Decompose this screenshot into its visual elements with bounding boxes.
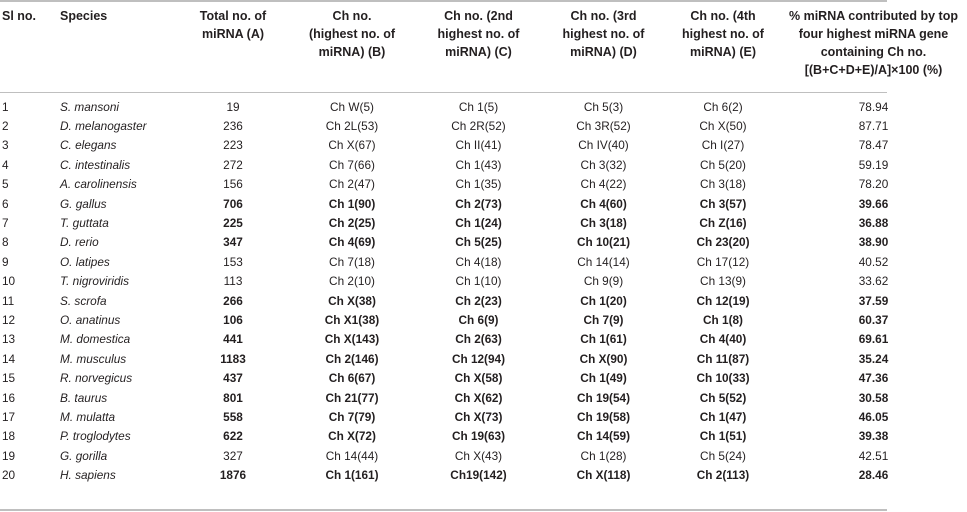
cell-total: 437 — [223, 371, 243, 386]
cell-ch-b: Ch 2(146) — [325, 351, 379, 366]
cell-total: 441 — [223, 332, 243, 347]
cell-ch-c: Ch 1(35) — [455, 177, 502, 192]
cell-sl-no: 2 — [2, 119, 9, 134]
cell-ch-e: Ch 3(57) — [699, 196, 747, 211]
cell-ch-d: Ch 10(21) — [576, 235, 631, 250]
table-row — [0, 368, 967, 387]
cell-ch-b: Ch 7(18) — [329, 254, 375, 269]
cell-total: 558 — [223, 409, 243, 424]
cell-ch-b: Ch 6(67) — [328, 371, 376, 386]
cell-species: C. elegans — [60, 138, 117, 153]
cell-ch-e: Ch 13(9) — [700, 274, 746, 289]
cell-total: 113 — [223, 274, 243, 289]
table-row — [0, 194, 967, 213]
cell-species: O. anatinus — [60, 312, 121, 327]
cell-ch-e: Ch 5(52) — [699, 390, 747, 405]
cell-ch-b: Ch 1(161) — [325, 468, 379, 483]
cell-sl-no: 7 — [2, 216, 9, 231]
cell-ch-b: Ch 2(25) — [328, 216, 376, 231]
header-sl-no: Sl no. — [2, 9, 37, 23]
cell-ch-e: Ch 10(33) — [696, 371, 750, 386]
cell-sl-no: 19 — [2, 448, 16, 463]
header-ch-e: Ch no. (4th highest no. of miRNA) (E) — [682, 9, 764, 59]
cell-total: 225 — [223, 216, 243, 231]
header-total: Total no. of miRNA (A) — [199, 9, 267, 41]
cell-sl-no: 3 — [2, 138, 9, 153]
cell-ch-b: Ch 14(44) — [325, 448, 379, 463]
cell-ch-c: Ch X(43) — [454, 448, 503, 463]
table-row — [0, 116, 967, 135]
cell-species: O. latipes — [60, 254, 110, 269]
cell-ch-e: Ch 6(2) — [703, 99, 743, 114]
cell-percent: 39.66 — [858, 196, 889, 211]
table-row — [0, 446, 967, 465]
table-row — [0, 233, 967, 252]
cell-ch-b: Ch 21(77) — [325, 390, 379, 405]
cell-ch-d: Ch 4(22) — [580, 177, 627, 192]
cell-ch-e: Ch 5(24) — [700, 448, 746, 463]
cell-percent: 42.51 — [858, 448, 889, 463]
header-ch-b: Ch no. (highest no. of miRNA) (B) — [308, 9, 396, 59]
cell-ch-b: Ch W(5) — [330, 99, 374, 114]
cell-ch-e: Ch 1(51) — [699, 429, 747, 444]
cell-percent: 78.20 — [858, 177, 889, 192]
cell-total: 1183 — [220, 351, 246, 366]
cell-ch-d: Ch X(118) — [576, 468, 631, 483]
cell-species: D. rerio — [60, 235, 99, 250]
cell-ch-c: Ch X(73) — [454, 409, 503, 424]
cell-ch-b: Ch X(143) — [324, 332, 380, 347]
cell-ch-c: Ch X(62) — [454, 390, 503, 405]
cell-ch-e: Ch 3(18) — [700, 177, 746, 192]
cell-percent: 35.24 — [858, 351, 889, 366]
cell-ch-d: Ch 19(58) — [576, 409, 631, 424]
table-row — [0, 252, 967, 271]
cell-percent: 46.05 — [858, 409, 889, 424]
cell-percent: 40.52 — [858, 254, 889, 269]
cell-ch-c: Ch X(58) — [454, 371, 503, 386]
cell-species: S. scrofa — [60, 293, 107, 308]
cell-ch-d: Ch 7(9) — [583, 312, 624, 327]
cell-sl-no: 18 — [2, 429, 16, 444]
cell-ch-e: Ch X(50) — [699, 119, 747, 134]
cell-ch-d: Ch 5(3) — [583, 99, 624, 114]
cell-ch-e: Ch I(27) — [701, 138, 745, 153]
cell-sl-no: 8 — [2, 235, 9, 250]
cell-ch-e: Ch 4(40) — [699, 332, 747, 347]
cell-species: S. mansoni — [60, 99, 120, 114]
cell-percent: 28.46 — [858, 468, 889, 483]
cell-ch-e: Ch 1(47) — [699, 409, 747, 424]
cell-species: R. norvegicus — [60, 371, 133, 386]
table-row — [0, 427, 967, 446]
cell-percent: 38.90 — [858, 235, 889, 250]
cell-ch-c: Ch 5(25) — [455, 235, 502, 250]
cell-percent: 30.58 — [858, 390, 889, 405]
cell-ch-d: Ch 1(61) — [580, 332, 627, 347]
cell-sl-no: 10 — [2, 274, 16, 289]
cell-sl-no: 5 — [2, 177, 9, 192]
cell-ch-d: Ch 14(59) — [576, 429, 631, 444]
cell-ch-e: Ch 23(20) — [696, 235, 750, 250]
table-row — [0, 175, 967, 194]
cell-species: A. carolinensis — [60, 177, 137, 192]
table-row — [0, 155, 967, 174]
cell-ch-e: Ch 17(12) — [696, 254, 750, 269]
cell-ch-c: Ch 2R(52) — [451, 119, 506, 134]
cell-ch-b: Ch X(38) — [328, 293, 376, 308]
cell-percent: 78.47 — [858, 138, 889, 153]
cell-total: 223 — [223, 138, 243, 153]
cell-ch-c: Ch 4(18) — [455, 254, 502, 269]
cell-sl-no: 13 — [2, 332, 16, 347]
table-row — [0, 272, 967, 291]
cell-ch-d: Ch 9(9) — [583, 274, 624, 289]
cell-ch-c: Ch 1(10) — [455, 274, 502, 289]
cell-ch-d: Ch 4(60) — [580, 196, 627, 211]
cell-ch-c: Ch 2(23) — [455, 293, 502, 308]
cell-ch-e: Ch Z(16) — [699, 216, 747, 231]
cell-ch-c: Ch II(41) — [455, 138, 502, 153]
cell-ch-c: Ch 1(24) — [455, 216, 502, 231]
cell-ch-b: Ch X(72) — [328, 429, 376, 444]
cell-ch-c: Ch19(142) — [450, 468, 507, 483]
cell-ch-d: Ch 19(54) — [576, 390, 631, 405]
cell-ch-c: Ch 1(5) — [458, 99, 499, 114]
cell-total: 272 — [223, 157, 243, 172]
cell-species: D. melanogaster — [60, 119, 147, 134]
cell-species: G. gallus — [60, 196, 107, 211]
table-row — [0, 213, 967, 232]
table-row — [0, 310, 967, 329]
cell-total: 1876 — [219, 468, 247, 483]
header-percent: % miRNA contributed by top four highest miRNA gene containing Ch no. [(B+C+D+E)/A]×100 (%) — [789, 9, 958, 77]
cell-ch-e: Ch 2(113) — [696, 468, 750, 483]
table-row — [0, 136, 967, 155]
cell-ch-d: Ch 3(18) — [580, 216, 627, 231]
cell-species: H. sapiens — [60, 468, 116, 483]
cell-sl-no: 6 — [2, 196, 9, 211]
cell-species: T. guttata — [60, 216, 109, 231]
table-bottom-rule — [0, 509, 887, 511]
cell-ch-c: Ch 1(43) — [455, 157, 502, 172]
cell-total: 156 — [223, 177, 243, 192]
cell-total: 622 — [223, 429, 243, 444]
cell-ch-b: Ch 2(10) — [329, 274, 375, 289]
cell-ch-d: Ch 3R(52) — [576, 119, 631, 134]
cell-total: 327 — [223, 448, 243, 463]
cell-total: 19 — [226, 99, 240, 114]
table-row — [0, 407, 967, 426]
table-row — [0, 349, 967, 368]
table-row — [0, 465, 967, 484]
cell-total: 153 — [223, 254, 243, 269]
cell-sl-no: 17 — [2, 409, 16, 424]
header-ch-c: Ch no. (2nd highest no. of miRNA) (C) — [437, 9, 520, 59]
cell-ch-b: Ch 7(66) — [329, 157, 375, 172]
cell-sl-no: 20 — [2, 468, 16, 483]
cell-species: C. intestinalis — [60, 157, 131, 172]
cell-ch-d: Ch 1(49) — [580, 371, 627, 386]
cell-ch-e: Ch 12(19) — [696, 293, 750, 308]
cell-ch-d: Ch X(90) — [579, 351, 628, 366]
cell-percent: 60.37 — [858, 312, 889, 327]
cell-sl-no: 4 — [2, 157, 9, 172]
cell-ch-e: Ch 1(8) — [703, 312, 743, 327]
cell-ch-e: Ch 11(87) — [696, 351, 750, 366]
cell-total: 347 — [223, 235, 243, 250]
cell-sl-no: 15 — [2, 371, 16, 386]
cell-ch-b: Ch 2(47) — [329, 177, 375, 192]
cell-species: M. mulatta — [60, 409, 116, 424]
cell-species: M. domestica — [60, 332, 131, 347]
cell-sl-no: 9 — [2, 254, 9, 269]
cell-percent: 36.88 — [858, 216, 889, 231]
header-species: Species — [60, 9, 108, 23]
table-row — [0, 92, 967, 116]
cell-ch-d: Ch 14(14) — [577, 254, 630, 269]
cell-ch-c: Ch 6(9) — [458, 312, 499, 327]
header-row — [0, 0, 967, 92]
cell-species: M. musculus — [60, 351, 127, 366]
cell-sl-no: 1 — [2, 99, 9, 114]
cell-ch-b: Ch 4(69) — [328, 235, 376, 250]
cell-total: 801 — [223, 390, 243, 405]
cell-ch-c: Ch 19(63) — [451, 429, 506, 444]
cell-ch-c: Ch 12(94) — [451, 351, 506, 366]
cell-sl-no: 12 — [2, 312, 16, 327]
cell-species: T. nigroviridis — [60, 274, 130, 289]
cell-species: B. taurus — [60, 390, 108, 405]
cell-total: 106 — [223, 312, 243, 327]
cell-percent: 33.62 — [858, 274, 889, 289]
cell-percent: 69.61 — [858, 332, 889, 347]
cell-total: 266 — [223, 293, 243, 308]
cell-sl-no: 16 — [2, 390, 16, 405]
cell-percent: 47.36 — [858, 371, 889, 386]
cell-ch-d: Ch 1(28) — [580, 448, 627, 463]
cell-total: 706 — [223, 196, 243, 211]
table-row — [0, 291, 967, 310]
table-row — [0, 330, 967, 349]
cell-species: G. gorilla — [60, 448, 108, 463]
table-row — [0, 388, 967, 407]
cell-ch-b: Ch X(67) — [328, 138, 376, 153]
cell-total: 236 — [223, 119, 243, 134]
cell-percent: 78.94 — [858, 99, 889, 114]
cell-sl-no: 11 — [2, 293, 15, 308]
cell-percent: 59.19 — [858, 157, 889, 172]
cell-ch-d: Ch 3(32) — [580, 157, 627, 172]
cell-ch-d: Ch 1(20) — [580, 293, 627, 308]
cell-percent: 37.59 — [858, 293, 889, 308]
cell-ch-b: Ch 2L(53) — [325, 119, 379, 134]
cell-sl-no: 14 — [2, 351, 16, 366]
cell-percent: 39.38 — [858, 429, 889, 444]
cell-ch-b: Ch X1(38) — [324, 312, 380, 327]
cell-percent: 87.71 — [858, 119, 889, 134]
cell-ch-b: Ch 7(79) — [328, 409, 376, 424]
cell-ch-d: Ch IV(40) — [578, 138, 629, 153]
cell-ch-c: Ch 2(63) — [455, 332, 502, 347]
cell-species: P. troglodytes — [60, 429, 131, 444]
header-ch-d: Ch no. (3rd highest no. of miRNA) (D) — [562, 9, 645, 59]
cell-ch-b: Ch 1(90) — [328, 196, 376, 211]
cell-ch-c: Ch 2(73) — [455, 196, 502, 211]
cell-ch-e: Ch 5(20) — [700, 157, 746, 172]
